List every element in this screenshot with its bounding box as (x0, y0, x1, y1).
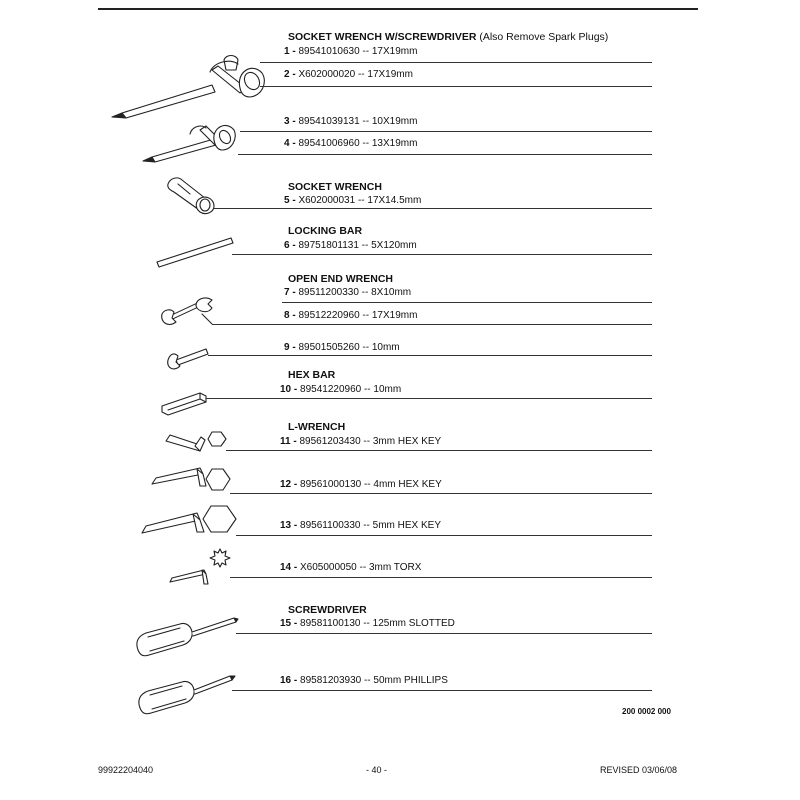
section-title-screwdriver: SCREWDRIVER (288, 604, 367, 616)
leader-line (260, 86, 652, 87)
part-item-9 (284, 342, 400, 353)
item-text: 89751801131 -- 5X120mm (298, 240, 417, 251)
part-item-4 (284, 138, 417, 149)
leader-line (232, 690, 652, 691)
leader-line (212, 324, 652, 325)
torx-key-illustration (170, 549, 230, 584)
item-text: X605000050 -- 3mm TORX (300, 562, 422, 573)
part-item-7 (284, 287, 411, 298)
item-number: 10 - (280, 384, 298, 395)
item-number: 1 - (284, 46, 296, 57)
item-number: 7 - (284, 287, 296, 298)
footer-page-number: - 40 - (366, 765, 388, 775)
leader-line (236, 633, 652, 634)
item-text: 89561203430 -- 3mm HEX KEY (299, 436, 442, 447)
part-item-8 (284, 310, 417, 321)
section-title-socket-wrench: SOCKET WRENCH (288, 181, 382, 193)
item-text: 89541220960 -- 10mm (300, 384, 402, 395)
drawing-code: 200 0002 000 (622, 707, 671, 716)
item-number: 5 - (284, 195, 296, 206)
small-open-end-wrench-illustration (168, 349, 208, 369)
slotted-screwdriver-illustration (137, 618, 238, 656)
item-text: 89581203930 -- 50mm PHILLIPS (300, 675, 448, 686)
item-number: 11 - (280, 436, 297, 447)
item-number: 16 - (280, 675, 298, 686)
hex-key-3mm-illustration (166, 432, 226, 451)
item-number: 13 - (280, 520, 298, 531)
item-number: 2 - (284, 69, 296, 80)
item-number: 4 - (284, 138, 296, 149)
item-text: 89561000130 -- 4mm HEX KEY (300, 479, 442, 490)
item-text: 89541006960 -- 13X19mm (298, 138, 418, 149)
leader-line (238, 154, 652, 155)
item-text: 89512220960 -- 17X19mm (298, 310, 418, 321)
leader-line (230, 577, 652, 578)
leader-line (232, 254, 652, 255)
leader-line (214, 208, 652, 209)
part-item-11 (280, 436, 441, 447)
item-number: 12 - (280, 479, 298, 490)
section-note: (Also Remove Spark Plugs) (479, 31, 609, 43)
item-text: 89541039131 -- 10X19mm (298, 116, 418, 127)
item-number: 6 - (284, 240, 296, 251)
footer-revision-date: REVISED 03/06/08 (600, 765, 678, 775)
hex-key-5mm-illustration (142, 506, 236, 533)
section-title-hex-bar: HEX BAR (288, 369, 336, 381)
item-number: 9 - (284, 342, 296, 353)
open-end-wrench-illustration (162, 298, 212, 324)
socket-wrench-illustration (168, 178, 214, 214)
item-number: 3 - (284, 116, 296, 127)
item-number: 14 - (280, 562, 298, 573)
item-text: 89511200330 -- 8X10mm (298, 287, 412, 298)
leader-line (208, 355, 652, 356)
leader-line (240, 131, 652, 132)
footer-document-number: 99922204040 (98, 765, 154, 775)
part-item-6 (284, 240, 417, 251)
leader-line (206, 398, 652, 399)
part-item-13 (280, 520, 441, 531)
part-item-15 (280, 618, 455, 629)
socket-wrench-screwdriver-large-illustration (112, 56, 264, 119)
item-number: 8 - (284, 310, 296, 321)
item-text: 89541010630 -- 17X19mm (298, 46, 418, 57)
leader-line (226, 450, 652, 451)
section-title-l-wrench: L-WRENCH (288, 421, 346, 433)
phillips-screwdriver-illustration (139, 676, 235, 714)
item-number: 15 - (280, 618, 298, 629)
part-item-3 (284, 116, 417, 127)
item-text: 89581100130 -- 125mm SLOTTED (300, 618, 455, 629)
socket-wrench-screwdriver-small-illustration (143, 125, 235, 162)
hex-key-4mm-illustration (152, 468, 230, 490)
item-text: 89561100330 -- 5mm HEX KEY (300, 520, 442, 531)
locking-bar-illustration (157, 238, 233, 267)
leader-line (236, 535, 652, 536)
item-text: X602000031 -- 17X14.5mm (298, 195, 422, 206)
part-item-5 (284, 195, 421, 206)
item-text: X602000020 -- 17X19mm (298, 69, 413, 80)
hex-bar-illustration (162, 393, 206, 415)
section-title-open-end-wrench: OPEN END WRENCH (288, 273, 394, 285)
part-item-10 (280, 384, 401, 395)
section-title-locking-bar: LOCKING BAR (288, 225, 363, 237)
part-item-14 (280, 562, 421, 573)
leader-line (230, 493, 652, 494)
part-item-12 (280, 479, 442, 490)
leader-line (260, 62, 652, 63)
section-title-socket-wrench-screwdriver (288, 31, 608, 43)
item-text: 89501505260 -- 10mm (298, 342, 400, 353)
part-item-16 (280, 675, 448, 686)
section-title-text: SOCKET WRENCH W/SCREWDRIVER (288, 31, 477, 43)
part-item-2 (284, 69, 413, 80)
leader-line (282, 302, 652, 303)
part-item-1 (284, 46, 417, 57)
